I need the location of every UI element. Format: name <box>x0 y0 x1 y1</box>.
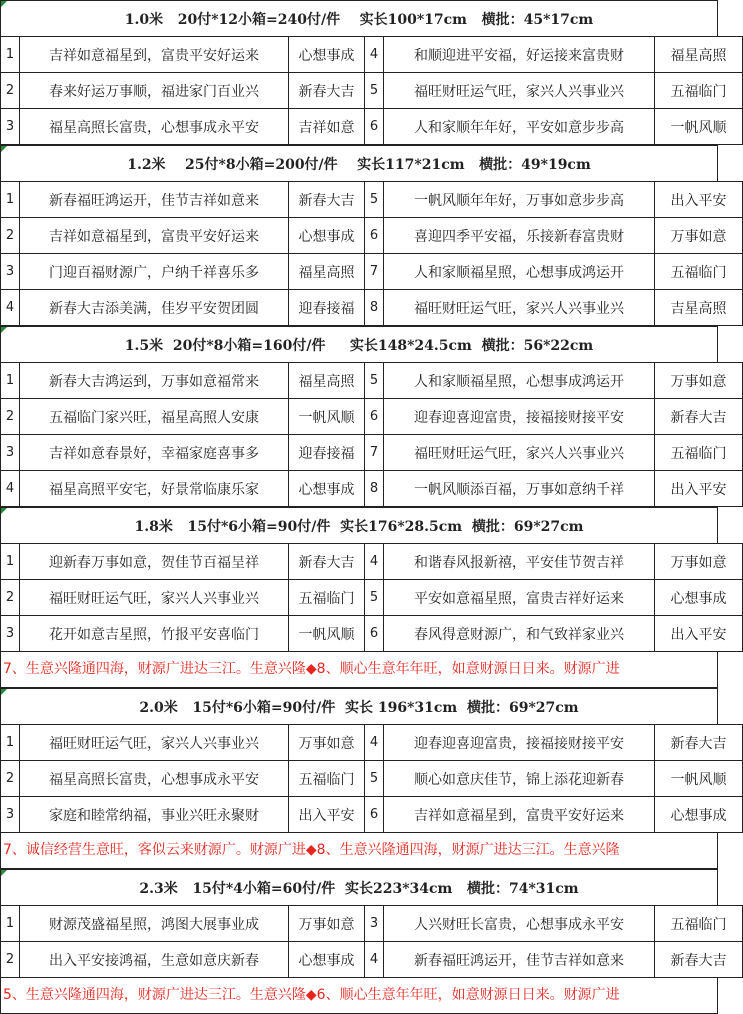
banner-text: 吉星高照 <box>655 290 743 326</box>
table-row <box>1 906 743 942</box>
couplet-text: 吉祥如意福星到，富贵平安好运来 <box>384 797 655 833</box>
couplet-text: 福旺财旺运气旺，家兴人兴事业兴 <box>384 73 655 109</box>
promo-line: 7、生意兴隆通四海，财源广进达三江。生意兴隆◆8、顺心生意年年旺，如意财源日日来。财源广进 <box>0 652 718 688</box>
couplet-text: 平安如意福星照，富贵吉祥好运来 <box>384 580 655 616</box>
section-header-text: 1.2米 25付*8小箱=200付/件 实长117*21cm 横批：49*19cm <box>127 156 591 173</box>
banner-text: 五福临门 <box>289 761 365 797</box>
couplet-text: 福旺财旺运气旺，家兴人兴事业兴 <box>20 580 289 616</box>
banner-text: 福星高照 <box>289 254 365 290</box>
couplet-text: 福星高照平安宅，好景常临康乐家 <box>20 471 289 507</box>
banner-text: 心想事成 <box>289 37 365 73</box>
promo-line: 7、诚信经营生意旺，客似云来财源广。财源广进◆8、生意兴隆通四海，财源广进达三江。生意兴隆 <box>0 833 718 869</box>
table-row <box>1 399 743 435</box>
table-row <box>1 580 743 616</box>
couplet-text: 和顺迎进平安福，好运接来富贵财 <box>384 37 655 73</box>
item-number: 6 <box>365 399 384 435</box>
couplet-text: 新春大吉添美满，佳岁平安贺团圆 <box>20 290 289 326</box>
banner-text: 迎春接福 <box>289 435 365 471</box>
banner-text: 新春大吉 <box>289 544 365 580</box>
couplet-text: 一帆风顺年年好，万事如意步步高 <box>384 182 655 218</box>
table-row <box>1 290 743 326</box>
couplet-table <box>0 181 743 326</box>
item-number: 2 <box>1 580 20 616</box>
couplet-text: 福星高照长富贵，心想事成永平安 <box>20 761 289 797</box>
banner-text: 心想事成 <box>655 580 743 616</box>
section-header-text: 1.5米 20付*8小箱=160付/件 实长148*24.5cm 横批：56*22cm <box>124 337 594 354</box>
section-header-text: 1.8米 15付*6小箱=90付/件 实长176*28.5cm 横批：69*27cm <box>134 518 584 535</box>
item-number: 1 <box>1 544 20 580</box>
couplet-text: 喜迎四季平安福，乐接新春富贵财 <box>384 218 655 254</box>
banner-text: 万事如意 <box>655 363 743 399</box>
item-number: 8 <box>365 471 384 507</box>
item-number: 1 <box>1 182 20 218</box>
banner-text: 五福临门 <box>655 435 743 471</box>
couplet-text: 人和家顺年年好，平安如意步步高 <box>384 109 655 145</box>
couplet-text: 五福临门家兴旺，福星高照人安康 <box>20 399 289 435</box>
section-header-text: 2.0米 15付*6小箱=90付/件 实长 196*31cm 横批：69*27cm <box>139 699 579 716</box>
couplet-text: 人和家顺福星照，心想事成鸿运开 <box>384 254 655 290</box>
banner-text: 福星高照 <box>289 363 365 399</box>
banner-text: 万事如意 <box>655 218 743 254</box>
banner-text: 万事如意 <box>289 725 365 761</box>
couplet-text: 一帆风顺添百福，万事如意纳千祥 <box>384 471 655 507</box>
couplet-text: 花开如意吉星照，竹报平安喜临门 <box>20 616 289 652</box>
table-row <box>1 435 743 471</box>
item-number: 3 <box>1 797 20 833</box>
item-number: 1 <box>1 725 20 761</box>
size-section <box>0 688 727 869</box>
banner-text: 五福临门 <box>655 254 743 290</box>
item-number: 5 <box>365 182 384 218</box>
couplet-text: 吉祥如意福星到，富贵平安好运来 <box>20 37 289 73</box>
couplet-table <box>0 905 743 978</box>
item-number: 5 <box>365 580 384 616</box>
banner-text: 万事如意 <box>655 544 743 580</box>
item-number: 4 <box>1 471 20 507</box>
couplet-text: 家庭和睦常纳福，事业兴旺永聚财 <box>20 797 289 833</box>
item-number: 5 <box>365 73 384 109</box>
couplet-table <box>0 362 743 507</box>
table-row <box>1 363 743 399</box>
couplet-text: 春来好运万事顺，福进家门百业兴 <box>20 73 289 109</box>
banner-text: 心想事成 <box>289 471 365 507</box>
banner-text: 一帆风顺 <box>289 399 365 435</box>
item-number: 2 <box>1 73 20 109</box>
item-number: 1 <box>1 906 20 942</box>
item-number: 5 <box>365 761 384 797</box>
banner-text: 五福临门 <box>289 580 365 616</box>
item-number: 5 <box>365 363 384 399</box>
couplet-text: 吉祥如意福星到，富贵平安好运来 <box>20 218 289 254</box>
item-number: 7 <box>365 254 384 290</box>
section-header <box>0 0 718 36</box>
section-header <box>0 145 718 181</box>
couplet-text: 顺心如意庆佳节，锦上添花迎新春 <box>384 761 655 797</box>
item-number: 2 <box>1 761 20 797</box>
banner-text: 心想事成 <box>289 218 365 254</box>
item-number: 4 <box>365 37 384 73</box>
table-row <box>1 761 743 797</box>
couplet-text: 新春大吉鸿运到，万事如意福常来 <box>20 363 289 399</box>
banner-text: 一帆风顺 <box>655 109 743 145</box>
section-header-text: 2.3米 15付*4小箱=60付/件 实长223*34cm 横批：74*31cm <box>139 880 579 897</box>
banner-text: 万事如意 <box>289 906 365 942</box>
banner-text: 新春大吉 <box>655 942 743 978</box>
item-number: 3 <box>1 616 20 652</box>
couplet-text: 吉祥如意春景好，幸福家庭喜事多 <box>20 435 289 471</box>
table-row <box>1 218 743 254</box>
section-header <box>0 507 718 543</box>
couplet-text: 新春福旺鸿运开，佳节吉祥如意来 <box>384 942 655 978</box>
banner-text: 迎春接福 <box>289 290 365 326</box>
couplet-table <box>0 724 743 833</box>
couplet-text: 迎春迎喜迎富贵，接福接财接平安 <box>384 399 655 435</box>
item-number: 7 <box>365 435 384 471</box>
table-row <box>1 544 743 580</box>
banner-text: 一帆风顺 <box>655 761 743 797</box>
couplet-text: 人兴财旺长富贵，心想事成永平安 <box>384 906 655 942</box>
table-row <box>1 942 743 978</box>
couplet-text: 迎新春万事如意，贺佳节百福呈祥 <box>20 544 289 580</box>
corner-marker <box>1 327 7 333</box>
section-header-text: 1.0米 20付*12小箱=240付/件 实长100*17cm 横批：45*17cm <box>124 11 594 28</box>
couplet-text: 新春福旺鸿运开，佳节吉祥如意来 <box>20 182 289 218</box>
couplet-text: 福旺财旺运气旺，家兴人兴事业兴 <box>384 435 655 471</box>
item-number: 3 <box>1 109 20 145</box>
size-section <box>0 326 727 507</box>
couplet-text: 财源茂盛福星照，鸿图大展事业成 <box>20 906 289 942</box>
couplet-text: 福旺财旺运气旺，家兴人兴事业兴 <box>384 290 655 326</box>
banner-text: 一帆风顺 <box>289 616 365 652</box>
banner-text: 出入平安 <box>655 616 743 652</box>
promo-line: 5、生意兴隆通四海，财源广进达三江。生意兴隆◆6、顺心生意年年旺，如意财源日日来。财源广进 <box>0 978 718 1014</box>
item-number: 4 <box>365 725 384 761</box>
section-header <box>0 326 718 362</box>
couplet-table <box>0 36 743 145</box>
size-section <box>0 869 727 1014</box>
size-section <box>0 0 727 145</box>
section-header <box>0 869 718 905</box>
table-row <box>1 182 743 218</box>
size-section <box>0 507 727 688</box>
item-number: 3 <box>365 906 384 942</box>
table-row <box>1 254 743 290</box>
table-row <box>1 471 743 507</box>
couplet-text: 人和家顺福星照，心想事成鸿运开 <box>384 363 655 399</box>
item-number: 2 <box>1 399 20 435</box>
table-row <box>1 797 743 833</box>
item-number: 6 <box>365 218 384 254</box>
corner-marker <box>1 146 7 152</box>
banner-text: 出入平安 <box>289 797 365 833</box>
banner-text: 心想事成 <box>289 942 365 978</box>
item-number: 8 <box>365 290 384 326</box>
item-number: 1 <box>1 37 20 73</box>
corner-marker <box>1 508 7 514</box>
couplet-text: 福旺财旺运气旺，家兴人兴事业兴 <box>20 725 289 761</box>
banner-text: 出入平安 <box>655 471 743 507</box>
couplet-text: 迎春迎喜迎富贵，接福接财接平安 <box>384 725 655 761</box>
banner-text: 新春大吉 <box>655 399 743 435</box>
couplet-text: 门迎百福财源广，户纳千祥喜乐多 <box>20 254 289 290</box>
item-number: 6 <box>365 109 384 145</box>
section-header <box>0 688 718 724</box>
couplet-text: 福星高照长富贵，心想事成永平安 <box>20 109 289 145</box>
banner-text: 福星高照 <box>655 37 743 73</box>
corner-marker <box>1 1 7 7</box>
size-section <box>0 145 727 326</box>
item-number: 6 <box>365 616 384 652</box>
table-row <box>1 73 743 109</box>
banner-text: 新春大吉 <box>655 725 743 761</box>
item-number: 2 <box>1 942 20 978</box>
corner-marker <box>1 689 7 695</box>
item-number: 3 <box>1 435 20 471</box>
item-number: 1 <box>1 363 20 399</box>
banner-text: 吉祥如意 <box>289 109 365 145</box>
banner-text: 五福临门 <box>655 73 743 109</box>
item-number: 6 <box>365 797 384 833</box>
corner-marker <box>1 870 7 876</box>
banner-text: 心想事成 <box>655 797 743 833</box>
couplet-text: 和谐春风报新禧，平安佳节贺吉祥 <box>384 544 655 580</box>
banner-text: 新春大吉 <box>289 182 365 218</box>
item-number: 4 <box>365 544 384 580</box>
couplet-text: 春风得意财源广，和气致祥家业兴 <box>384 616 655 652</box>
table-row <box>1 725 743 761</box>
item-number: 4 <box>365 942 384 978</box>
table-row <box>1 37 743 73</box>
item-number: 4 <box>1 290 20 326</box>
banner-text: 出入平安 <box>655 182 743 218</box>
couplet-text: 出入平安接鸿福，生意如意庆新春 <box>20 942 289 978</box>
banner-text: 五福临门 <box>655 906 743 942</box>
table-row <box>1 109 743 145</box>
banner-text: 新春大吉 <box>289 73 365 109</box>
table-row <box>1 616 743 652</box>
couplet-table <box>0 543 743 652</box>
item-number: 3 <box>1 254 20 290</box>
item-number: 2 <box>1 218 20 254</box>
